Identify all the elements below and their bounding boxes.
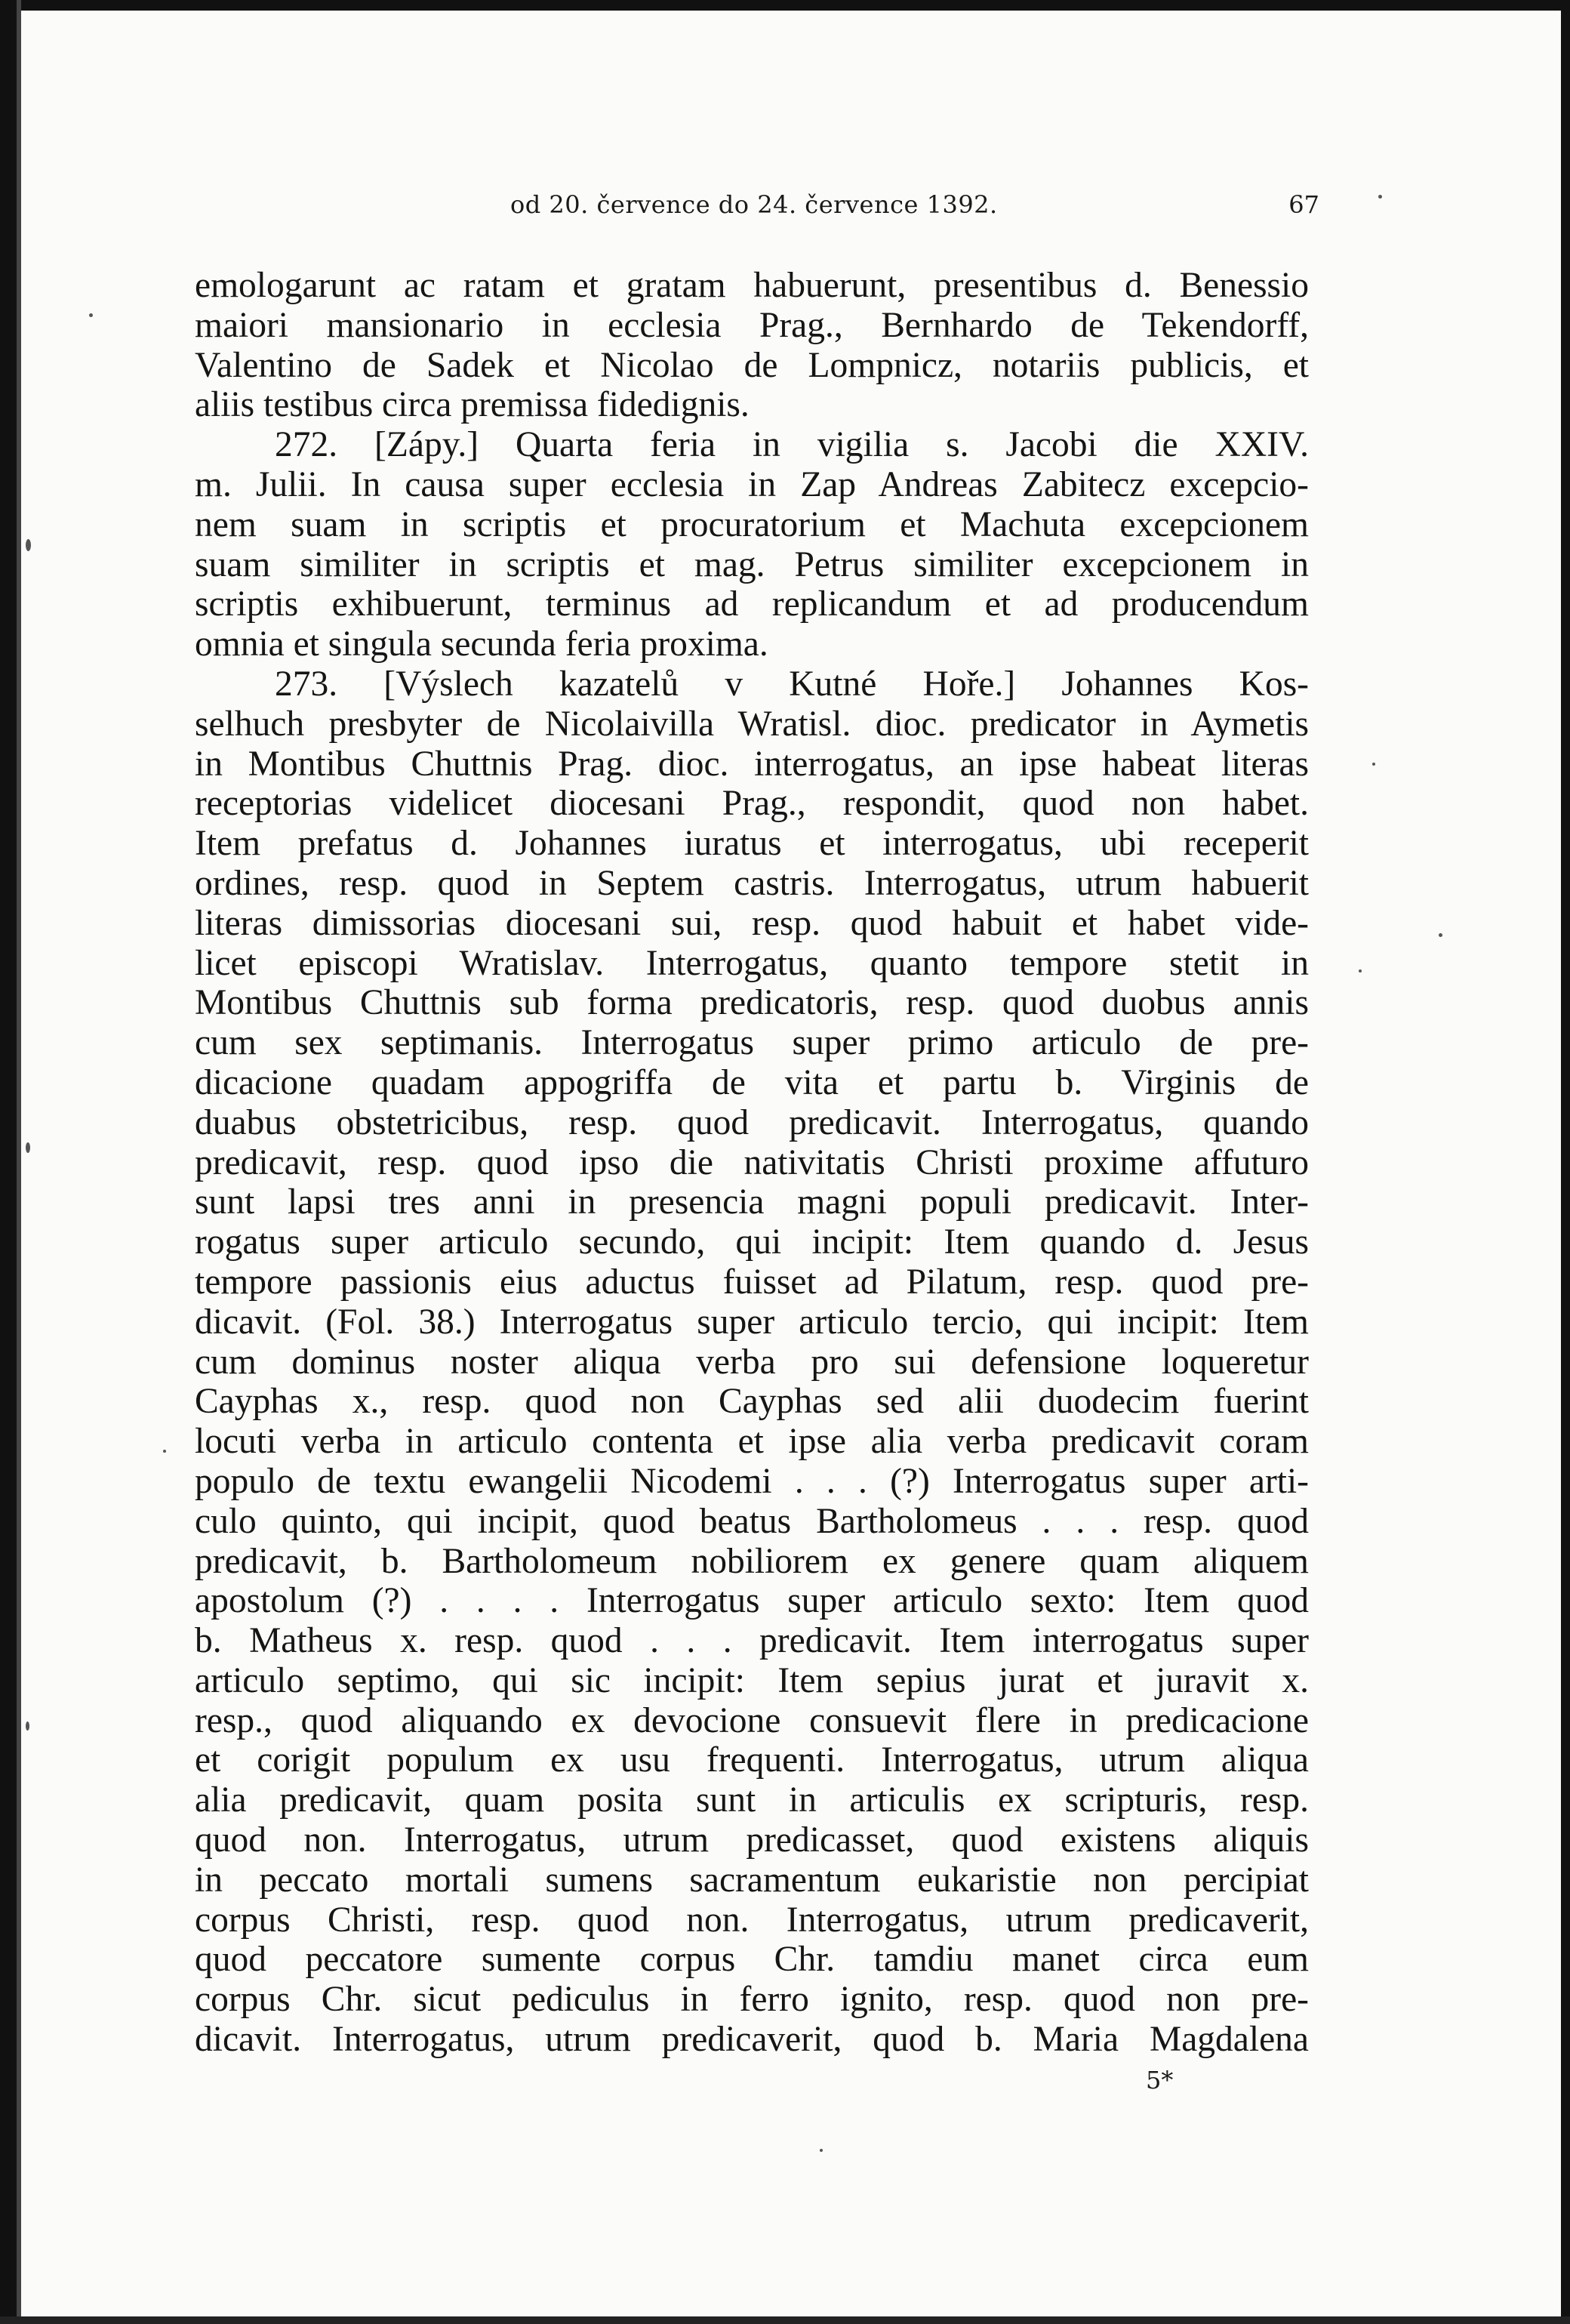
text-line: articulo septimo, qui sic incipit: Item sepius jurat et juravit x. — [195, 1660, 1309, 1700]
scan-speck — [1439, 933, 1442, 937]
text-line: populo de textu ewangelii Nicodemi . . . (?) Interrogatus super arti- — [195, 1461, 1309, 1501]
text-line: dicavit. Interrogatus, utrum predicaverit, quod b. Maria Magdalena — [195, 2020, 1309, 2060]
text-line: receptorias videlicet diocesani Prag., respondit, quod non habet. — [195, 784, 1309, 824]
scan-speck — [820, 2149, 823, 2152]
scan-speck — [26, 539, 31, 551]
text-line: Montibus Chuttnis sub forma predicatoris, resp. quod duobus annis — [195, 983, 1309, 1023]
text-line: ordines, resp. quod in Septem castris. Interrogatus, utrum habuerit — [195, 863, 1309, 903]
text-line: b. Matheus x. resp. quod . . . predicavit. Item interrogatus super — [195, 1621, 1309, 1661]
text-line: in peccato mortali sumens sacramentum eukaristie non percipiat — [195, 1860, 1309, 1900]
text-line: maiori mansionario in ecclesia Prag., Bernhardo de Tekendorff, — [195, 305, 1309, 345]
text-line: corpus Chr. sicut pediculus in ferro ignito, resp. quod non pre- — [195, 1980, 1309, 2020]
scan-speck — [1359, 969, 1362, 972]
scan-speck — [89, 313, 93, 317]
text-line: locuti verba in articulo contenta et ipse alia verba predicavit coram — [195, 1422, 1309, 1462]
text-line: m. Julii. In causa super ecclesia in Zap Andreas Zabitecz excepcio- — [195, 464, 1309, 504]
text-line: quod non. Interrogatus, utrum predicasset, quod existens aliquis — [195, 1820, 1309, 1860]
scan-edge-right — [1561, 0, 1570, 2324]
text-line: cum dominus noster aliqua verba pro sui defensione loqueretur — [195, 1342, 1309, 1382]
scan-speck — [163, 1450, 166, 1453]
text-line: predicavit, resp. quod ipso die nativitatis Christi proxime affuturo — [195, 1142, 1309, 1182]
entry-273-heading: 273. [Výslech kazatelů v Kutné Hoře.] Johannes Kos- — [275, 664, 1309, 704]
text-line: sunt lapsi tres anni in presencia magni populi predicavit. Inter- — [195, 1182, 1309, 1222]
text-line: nem suam in scriptis et procuratorium et Machuta excepcionem — [195, 504, 1309, 544]
running-head — [195, 186, 1319, 231]
text-line: dicacione quadam appogriffa de vita et partu b. Virginis de — [195, 1062, 1309, 1102]
running-head-title: od 20. července do 24. července 1392. — [510, 190, 998, 219]
text-line: scriptis exhibuerunt, terminus ad replicandum et ad producendum — [195, 584, 1309, 624]
text-line: culo quinto, qui incipit, quod beatus Bartholomeus . . . resp. quod — [195, 1501, 1309, 1541]
scan-speck — [1378, 195, 1382, 199]
text-line: literas dimissorias diocesani sui, resp. quod habuit et habet vide- — [195, 903, 1309, 943]
text-line: quod peccatore sumente corpus Chr. tamdiu manet circa eum — [195, 1940, 1309, 1980]
text-line: apostolum (?) . . . . Interrogatus super articulo sexto: Item quod — [195, 1581, 1309, 1621]
scan-edge-left — [0, 0, 17, 2324]
text-line: selhuch presbyter de Nicolaivilla Wratisl. dioc. predicator in Aymetis — [195, 704, 1309, 744]
scan-edge-bottom — [0, 2316, 1570, 2324]
scan-speck — [26, 1142, 30, 1153]
text-line: emologarunt ac ratam et gratam habuerunt, presentibus d. Benessio — [195, 266, 1309, 305]
text-line: et corigit populum ex usu frequenti. Interrogatus, utrum aliqua — [195, 1740, 1309, 1780]
text-line: Valentino de Sadek et Nicolao de Lompnicz, notariis publicis, et — [195, 345, 1309, 385]
text-line: in Montibus Chuttnis Prag. dioc. interrogatus, an ipse habeat literas — [195, 744, 1309, 784]
text-line: rogatus super articulo secundo, qui incipit: Item quando d. Jesus — [195, 1222, 1309, 1262]
text-line: licet episcopi Wratislav. Interrogatus, quanto tempore stetit in — [195, 943, 1309, 983]
text-line: duabus obstetricibus, resp. quod predicavit. Interrogatus, quando — [195, 1102, 1309, 1142]
scan-speck — [26, 1721, 29, 1731]
text-line: dicavit. (Fol. 38.) Interrogatus super articulo tercio, qui incipit: Item — [195, 1302, 1309, 1342]
signature-mark: 5* — [1146, 2066, 1174, 2094]
text-line: tempore passionis eius aductus fuisset ad Pilatum, resp. quod pre- — [195, 1262, 1309, 1302]
text-line: corpus Christi, resp. quod non. Interrogatus, utrum predicaverit, — [195, 1900, 1309, 1940]
text-line: Item prefatus d. Johannes iuratus et interrogatus, ubi receperit — [195, 824, 1309, 864]
text-line: Cayphas x., resp. quod non Cayphas sed alii duodecim fuerint — [195, 1382, 1309, 1422]
entry-272-heading: 272. [Zápy.] Quarta feria in vigilia s. Jacobi die XXIV. — [275, 425, 1309, 465]
text-line: predicavit, b. Bartholomeum nobiliorem ex genere quam aliquem — [195, 1541, 1309, 1581]
body-text — [195, 266, 1309, 2060]
text-line: suam similiter in scriptis et mag. Petrus similiter excepcionem in — [195, 544, 1309, 584]
text-line: omnia et singula secunda feria proxima. — [195, 624, 768, 664]
text-line: resp., quod aliquando ex devocione consuevit flere in predicacione — [195, 1700, 1309, 1740]
page-number: 67 — [1288, 190, 1319, 219]
text-line: cum sex septimanis. Interrogatus super primo articulo de pre- — [195, 1023, 1309, 1063]
scan-edge-top — [0, 0, 1570, 11]
scan-edge-left-shadow — [17, 0, 21, 2324]
scan-speck — [1372, 763, 1375, 766]
text-line: alia predicavit, quam posita sunt in articulis ex scripturis, resp. — [195, 1780, 1309, 1820]
text-line: aliis testibus circa premissa fidedignis. — [195, 385, 750, 425]
